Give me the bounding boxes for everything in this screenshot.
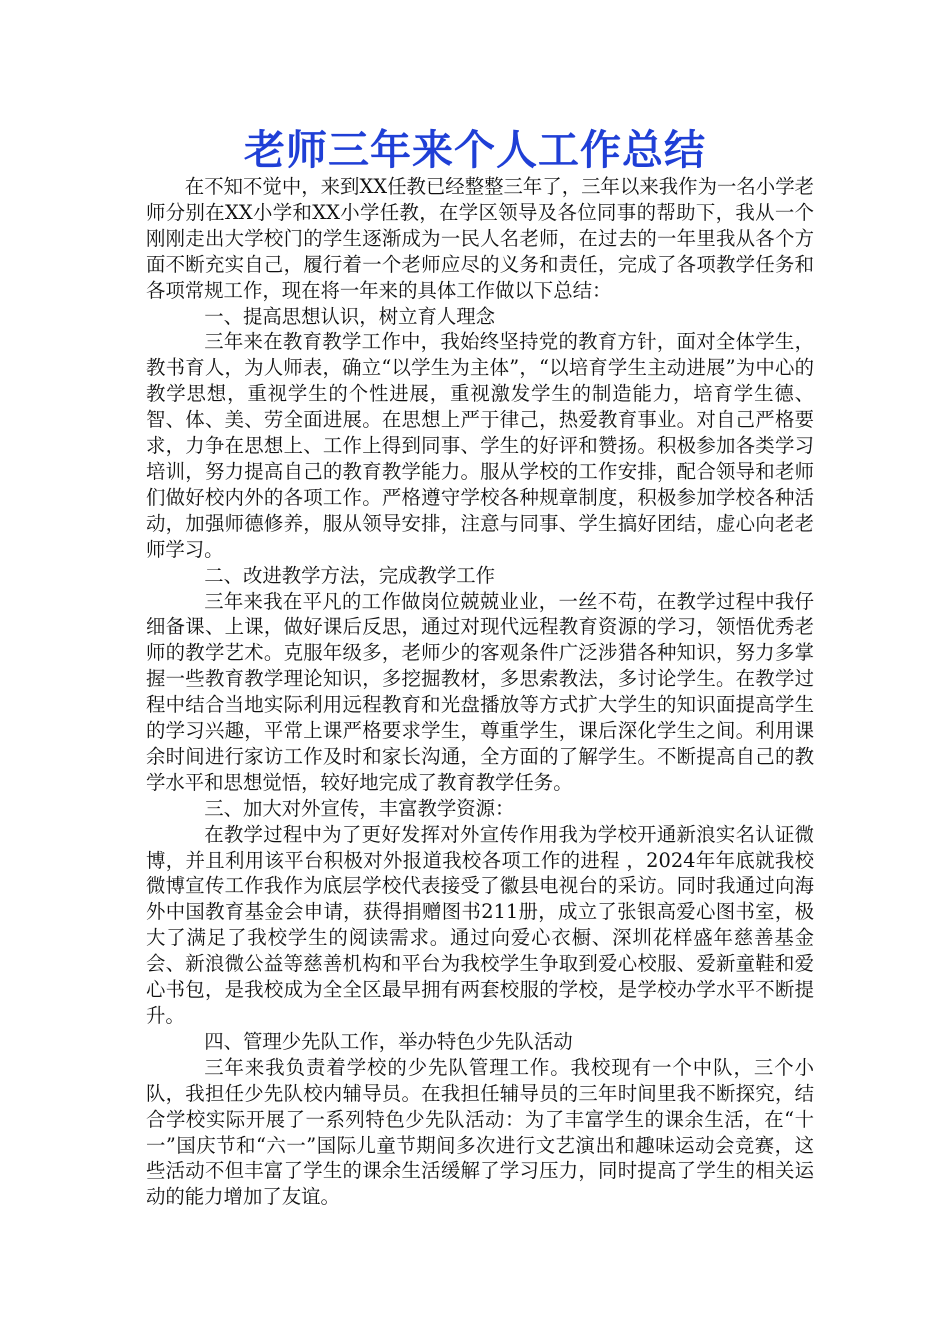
intro-paragraph: 在不知不觉中，来到XX任教已经整整三年了，三年以来我作为一名小学老师分别在XX小学和XX小学任教，在学区领导及各位同事的帮助下，我从一个刚刚走出大学校门的学生逐渐成为一民人名老师，在过去的一年里我从各个方面不断充实自己，履行着一个老师应尽的义务和责任，完成了各项教学任务和各项常规工作，现在将一年来的具体工作做以下总结：	[146, 175, 814, 302]
document-title: 老师三年来个人工作总结	[244, 126, 706, 174]
section-paragraph-1: 三年来在教育教学工作中，我始终坚持党的教育方针，面对全体学生，教书育人，为人师表，确立“以学生为主体”，“以培育学生主动进展”为中心的教学思想，重视学生的个性进展，重视激发学生的制造能力，培育学生德、智、体、美、劳全面进展。在思想上严于律己，热爱教育事业。对自己严格要求，力争在思想上、工作上得到同事、学生的好评和赞扬。积极参加各类学习培训，努力提高自己的教育教学能力。服从学校的工作安排，配合领导和老师们做好校内外的各项工作。严格遵守学校各种规章制度，积极参加学校各种活动，加强师德修养，服从领导安排，注意与同事、学生搞好团结，虚心向老老师学习。	[146, 330, 814, 561]
section-paragraph-3: 在教学过程中为了更好发挥对外宣传作用我为学校开通新浪实名认证微博，并且利用该平台积极对外报道我校各项工作的进程 ，2024年年底就我校微博宣传工作我作为底层学校代表接受了徽县电视台的采访。同时我通过向海外中国教育基金会申请，获得捐赠图书211册，成立了张银高爱心图书室，极大了满足了我校学生的阅读需求。通过向爱心衣橱、深圳花样盛年慈善基金会、新浪微公益等慈善机构和平台为我校学生争取到爱心校服、爱新童鞋和爱心书包，是我校成为全全区最早拥有两套校服的学校，是学校办学水平不断提升。	[146, 822, 814, 1027]
section-paragraph-4: 三年来我负责着学校的少先队管理工作。我校现有一个中队，三个小队，我担任少先队校内辅导员。在我担任辅导员的三年时间里我不断探究，结合学校实际开展了一系列特色少先队活动：为了丰富学生的课余生活，在“十一”国庆节和“六一”国际儿童节期间多次进行文艺演出和趣味运动会竞赛，这些活动不但丰富了学生的课余生活缓解了学习压力，同时提高了学生的相关运动的能力增加了友谊。	[146, 1055, 814, 1209]
section-heading-2: 二、改进教学方法，完成教学工作	[204, 563, 496, 587]
section-paragraph-2: 三年来我在平凡的工作做岗位兢兢业业，一丝不苟，在教学过程中我仔细备课、上课，做好课后反思，通过对现代远程教育资源的学习，领悟优秀老师的教学艺术。克服年级多，老师少的客观条件广泛涉猎各种知识，努力多掌握一些教育教学理论知识，多挖掘教材，多思索教法，多讨论学生。在教学过程中结合当地实际利用远程教育和光盘播放等方式扩大学生的知识面提高学生的学习兴趣，平常上课严格要求学生，尊重学生，课后深化学生之间。利用课余时间进行家访工作及时和家长沟通，全方面的了解学生。不断提高自己的教学水平和思想觉悟，较好地完成了教育教学任务。	[146, 589, 814, 794]
section-heading-4: 四、管理少先队工作，举办特色少先队活动	[204, 1029, 573, 1053]
section-heading-3: 三、加大对外宣传，丰富教学资源：	[204, 796, 515, 820]
document-body	[146, 174, 814, 1210]
section-heading-1: 一、提高思想认识，树立育人理念	[204, 304, 496, 328]
